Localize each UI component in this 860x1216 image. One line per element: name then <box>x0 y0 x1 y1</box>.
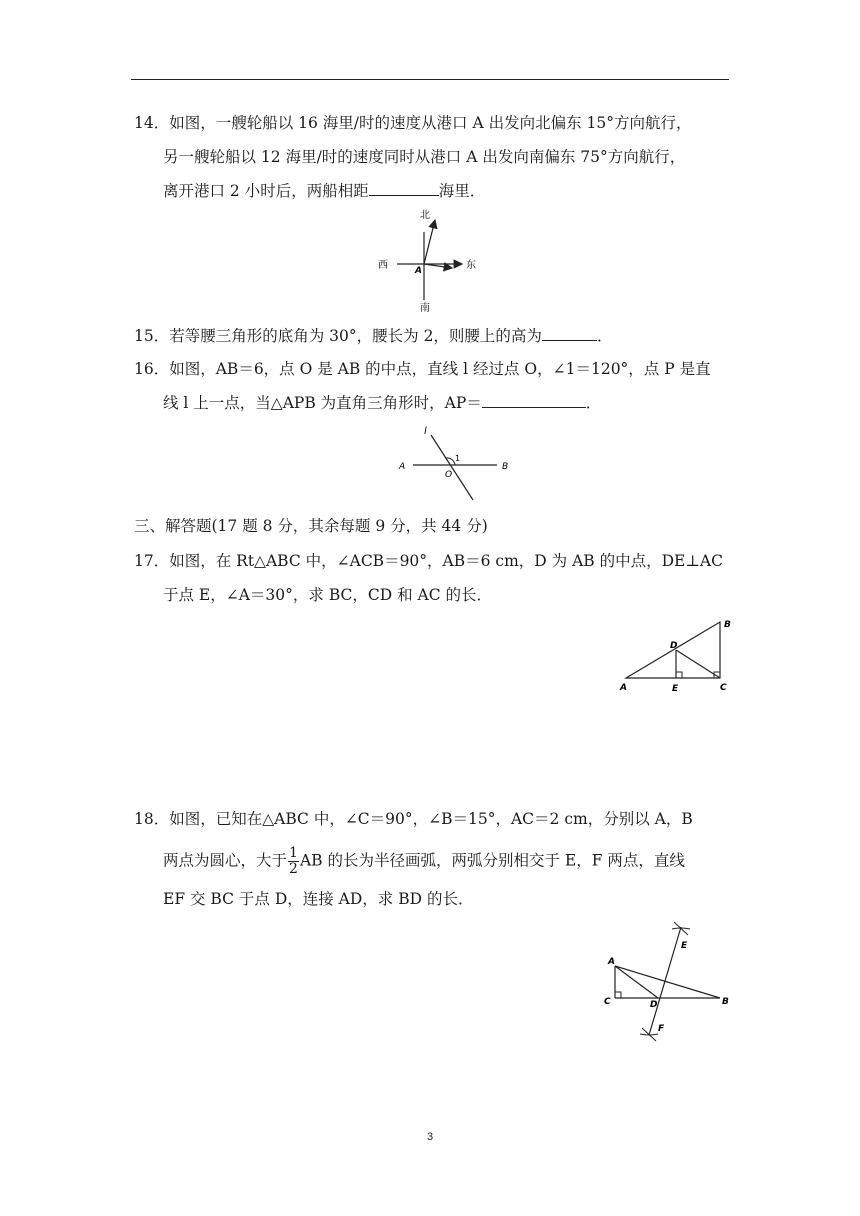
q16-number: 16． <box>134 360 170 378</box>
q16-point-a: A <box>399 462 406 472</box>
q18-number: 18． <box>134 810 170 828</box>
q18-line-3: EF 交 BC 于点 D，连接 AD，求 BD 的长． <box>163 890 474 908</box>
q15-text: 若等腰三角形的底角为 30°，腰长为 2，则腰上的高为 <box>169 327 542 345</box>
q17-point-b: B <box>724 620 731 630</box>
q18-point-e: E <box>681 941 688 951</box>
q14-point-a: A <box>415 266 422 276</box>
q17-number: 17． <box>134 552 170 570</box>
q14-north-label: 北 <box>420 210 430 221</box>
q17-point-a: A <box>620 683 627 693</box>
section-heading: 三、解答题(17 题 8 分，其余每题 9 分，共 44 分) <box>134 517 488 535</box>
q16-text-2a: 线 l 上一点，当△APB 为直角三角形时，AP＝ <box>163 394 482 412</box>
q17-line-2: 于点 E，∠A＝30°，求 BC，CD 和 AC 的长． <box>163 586 492 604</box>
q18-text-2a: 两点为圆心，大于 <box>163 851 288 870</box>
q15-end: ． <box>596 327 613 345</box>
q14-text-3b: 海里． <box>438 182 486 200</box>
q16-angle-1: 1 <box>455 454 461 463</box>
q16-point-o: O <box>445 470 453 480</box>
q14-south-label: 南 <box>420 303 430 314</box>
q18-point-a: A <box>608 957 615 967</box>
q17-text-1: 如图，在 Rt△ABC 中，∠ACB＝90°，AB＝6 cm，D 为 AB 的中点，DE⊥AC <box>169 552 723 570</box>
fraction-denominator: 2 <box>289 861 298 877</box>
q18-point-c: C <box>604 997 611 1007</box>
q14-line-2: 另一艘轮船以 12 海里/时的速度同时从港口 A 出发向南偏东 75°方向航行， <box>163 148 686 166</box>
q16-text-2b: ． <box>585 394 602 412</box>
q16-text-1: 如图，AB＝6，点 O 是 AB 的中点，直线 l 经过点 O，∠1＝120°，点 P 是直 <box>169 360 711 378</box>
q14-east-label: 东 <box>466 260 476 271</box>
q14-west-label: 西 <box>378 260 388 271</box>
q16-point-b: B <box>502 462 509 472</box>
q17-point-c: C <box>720 683 727 693</box>
q18-point-b: B <box>722 997 729 1007</box>
page-number: 3 <box>426 1131 434 1143</box>
q18-text-1: 如图，已知在△ABC 中，∠C＝90°，∠B＝15°，AC＝2 cm，分别以 A，B <box>169 810 693 828</box>
q17-point-d: D <box>670 641 678 651</box>
q15-number: 15． <box>134 327 170 345</box>
q18-point-f: F <box>658 1024 665 1034</box>
q14-text-1: 如图，一艘轮船以 16 海里/时的速度从港口 A 出发向北偏东 15°方向航行， <box>169 114 692 132</box>
q17-point-e: E <box>672 684 679 694</box>
q14-number: 14． <box>134 114 170 132</box>
fraction-numerator: 1 <box>289 845 298 861</box>
q14-text-3a: 离开港口 2 小时后，两船相距 <box>163 182 369 200</box>
q18-point-d: D <box>650 1000 658 1010</box>
q16-line-l-label: l <box>424 426 427 437</box>
q18-text-2b: AB 的长为半径画弧，两弧分别相交于 E，F 两点，直线 <box>299 851 685 870</box>
